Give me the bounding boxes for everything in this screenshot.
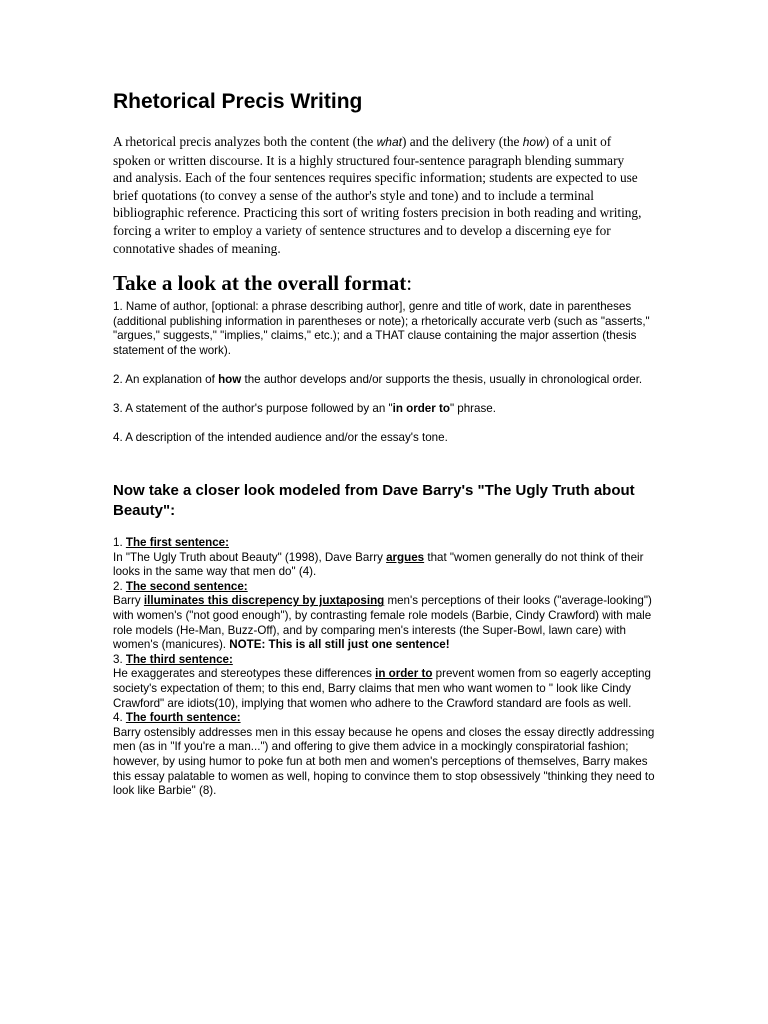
sentence-1-heading — [113, 536, 658, 551]
intro-paragraph — [113, 133, 645, 257]
sentence-3-c: prevent women from so eagerly accepting society's expectation of them; to this end, Barry claims that men who want women to " look like Cindy Crawford" are idiots(10), implying that women who adhere to the Crawford standard are fools as well. — [113, 667, 651, 710]
sentence-2-illuminates: illuminates this discrepency by juxtaposing — [143, 594, 385, 608]
sentence-3-label: The third sentence: — [125, 652, 233, 666]
intro-text-2: ) and the delivery (the — [401, 134, 523, 149]
example-section — [113, 536, 658, 799]
format-item-1: 1. Name of author, [optional: a phrase describing author], genre and title of work, date in parentheses (additional publishing information in parentheses or note); a rhetorically accurate verb (such as "asserts," "argues," suggests," "implies," claims," etc.); and a THAT clause containing the major assertion (thesis statement of the work). — [113, 300, 650, 357]
sentence-2-number: 2. — [113, 579, 126, 593]
format-heading-colon: : — [406, 271, 413, 295]
format-item-2-c: the author develops and/or supports the thesis, usually in chronological order. — [241, 372, 643, 386]
intro-what: what — [376, 135, 402, 149]
sentence-4-heading — [113, 711, 658, 726]
format-heading — [113, 269, 412, 297]
format-item-3-a: 3. A statement of the author's purpose followed by an " — [113, 402, 393, 416]
format-item-2-how: how — [218, 372, 242, 386]
page-title: Rhetorical Precis Writing — [113, 90, 363, 113]
sentence-3-a: He exaggerates and stereotypes these differences — [113, 667, 376, 681]
sentence-1-body — [113, 551, 658, 580]
sentence-1-a: In "The Ugly Truth about Beauty" (1998), Dave Barry — [113, 550, 387, 564]
format-item-4: 4. A description of the intended audience and/or the essay's tone. — [113, 431, 448, 445]
sentence-2-heading — [113, 580, 658, 595]
sentence-4-number: 4. — [113, 711, 126, 725]
format-item-2 — [113, 373, 658, 388]
sentence-1-c: that "women generally do not think of their looks in the same way that men do" (4). — [113, 550, 644, 579]
format-heading-text: Take a look at the overall format — [113, 271, 407, 295]
sentence-4-body: Barry ostensibly addresses men in this essay because he opens and closes the essay directly addressing men (as in "If you're a man...") and offering to give them advice in a mockingly conspiratorial fashion; however, by using humor to poke fun at both men and women's perceptions of themselves, Barry makes this essay palatable to women as well, hoping to convince them to stop obsessively "thinking they need to look like Barbie" (8). — [113, 725, 655, 798]
intro-text-3: ) of a unit of spoken or written discourse. It is a highly structured four-sentence paragraph blending summary and analysis. Each of the four sentences requires specific information; students are expected to use brief quotations (to convey a sense of the author's style and tone) and to include a terminal bibliographic reference. Practicing this sort of writing fosters precision in both reading and writing, forcing a writer to employ a variety of sentence structures and to develop a discerning eye for connotative shades of meaning. — [113, 134, 642, 256]
sentence-1-argues: argues — [386, 550, 425, 564]
sentence-1-label: The first sentence: — [125, 536, 229, 549]
sentence-1-number: 1. — [113, 536, 126, 549]
sentence-3-body — [113, 667, 658, 711]
format-item-3-c: " phrase. — [449, 402, 496, 416]
sentence-3-in-order-to: in order to — [375, 667, 433, 681]
sentence-2-a: Barry — [113, 594, 144, 608]
sentence-2-note: NOTE: This is all still just one sentence! — [229, 638, 450, 652]
intro-how: how — [522, 135, 545, 149]
closer-heading: Now take a closer look modeled from Dave Barry's "The Ugly Truth about Beauty": — [113, 482, 635, 519]
sentence-3-number: 3. — [113, 652, 126, 666]
sentence-2-c: men's perceptions of their looks ("average-looking") with women's ("not good enough"), by contrasting female role models (Barbie, Cindy Crawford) with male role models (He-Man, Buzz-Off), and by comparing men's interests (the Super-Bowl, lawn care) with women's (manicures). — [113, 594, 652, 652]
sentence-2-body — [113, 594, 658, 652]
format-list — [113, 300, 658, 461]
sentence-2-label: The second sentence: — [125, 579, 248, 593]
format-item-2-a: 2. An explanation of — [113, 372, 219, 386]
sentence-3-heading — [113, 653, 658, 668]
format-item-3-in-order-to: in order to — [392, 402, 450, 416]
sentence-4-label: The fourth sentence: — [125, 711, 241, 725]
intro-text-1: A rhetorical precis analyzes both the content (the — [113, 134, 377, 149]
format-item-3 — [113, 402, 658, 417]
